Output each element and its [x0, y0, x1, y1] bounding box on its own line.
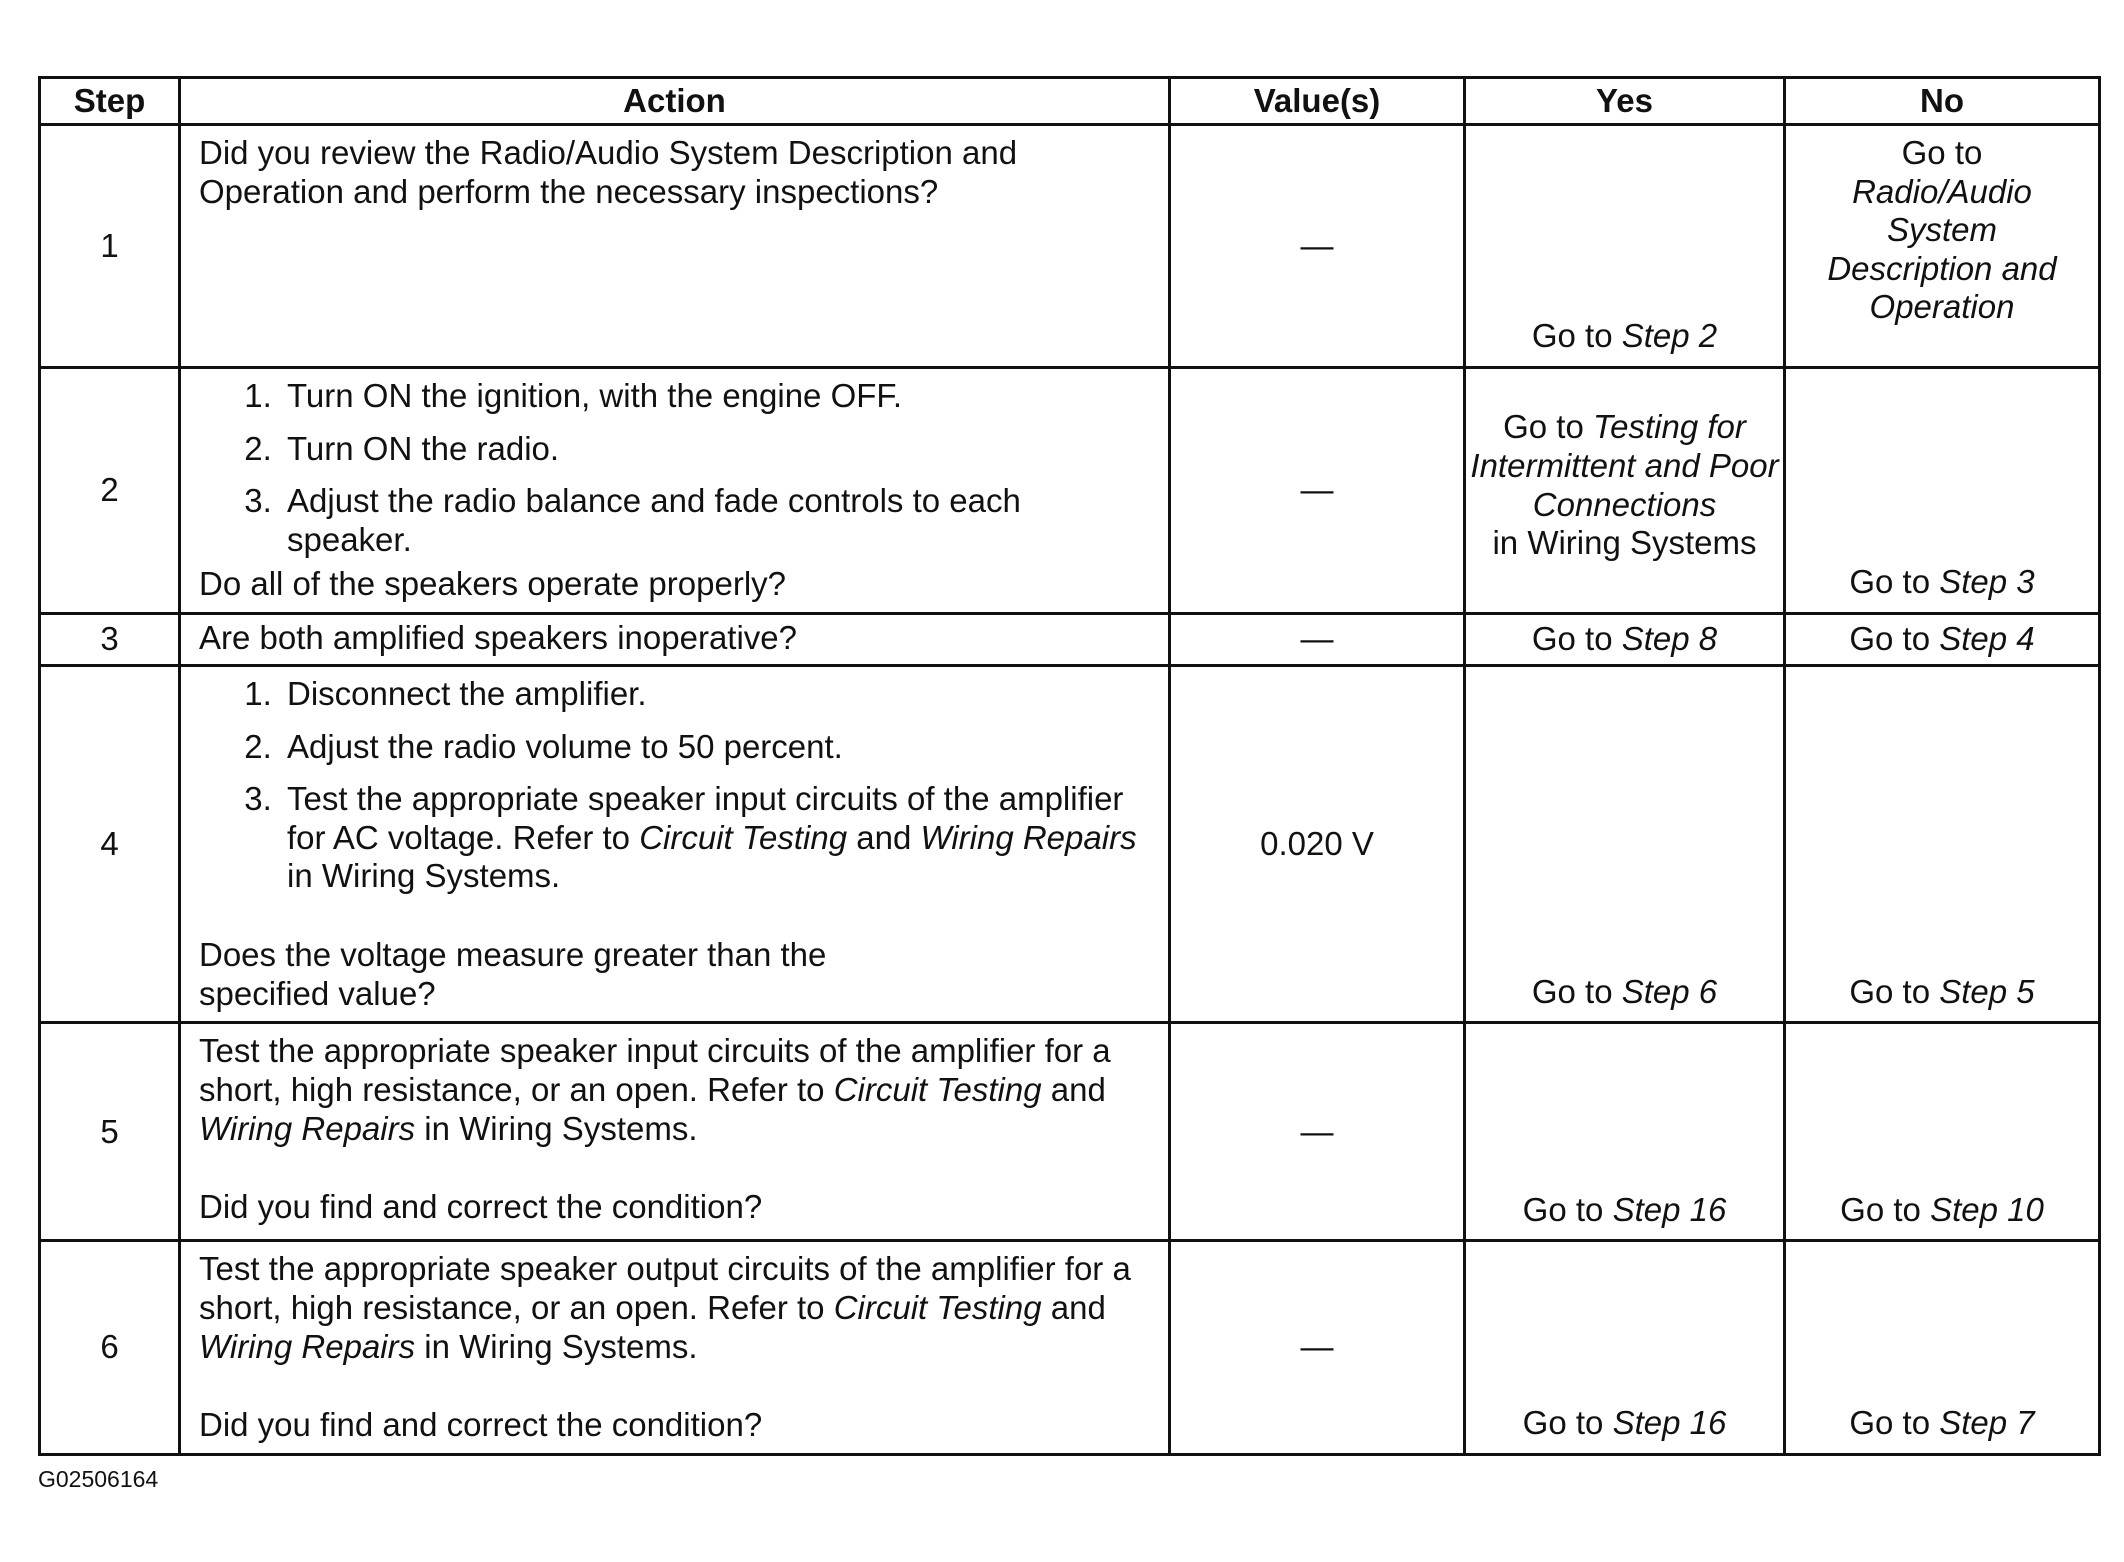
- list-item: 3. Adjust the radio balance and fade controls to each speaker.: [281, 482, 1154, 559]
- action-reference: Circuit Testing: [833, 1288, 1042, 1326]
- action-cell: [180, 1241, 1170, 1454]
- yes-prefix: Go to: [1531, 972, 1613, 1010]
- no-reference: Step 5: [1939, 972, 2035, 1010]
- yes-reference: Step 16: [1612, 1404, 1727, 1442]
- no-prefix: Go to: [1849, 563, 1931, 601]
- header-row: [40, 78, 2100, 125]
- list-item: 2. Turn ON the radio.: [281, 430, 1154, 469]
- item-text: Test the appropriate speaker input circuits of the amplifier for AC voltage. Refer to: [287, 780, 1124, 856]
- step-number: 3: [40, 614, 180, 666]
- yes-cell: [1465, 666, 1785, 1023]
- no-reference: Step 7: [1939, 1404, 2035, 1442]
- action-text: Are both amplified speakers inoperative?: [199, 619, 798, 657]
- yes-suffix: in Wiring Systems: [1492, 524, 1757, 562]
- figure-id: G02506164: [38, 1466, 159, 1492]
- action-list: [199, 675, 1154, 896]
- value-cell: —: [1170, 1023, 1465, 1241]
- action-text-part: Test the appropriate speaker output circuits of the amplifier for a short, high resistance, or an open. Refer to: [199, 1250, 1131, 1326]
- value-cell: —: [1170, 1241, 1465, 1454]
- yes-prefix: Go to: [1503, 408, 1584, 446]
- list-item: 1. Disconnect the amplifier.: [281, 675, 1154, 714]
- action-question: Did you find and correct the condition?: [199, 1188, 763, 1226]
- table-row: [40, 614, 2100, 666]
- action-text: Did you review the Radio/Audio System Description and Operation and perform the necessary inspections?: [199, 134, 1018, 210]
- action-list: [199, 377, 1154, 559]
- no-reference: Step 3: [1939, 563, 2035, 601]
- yes-cell: [1465, 1023, 1785, 1241]
- table-row: [40, 1241, 2100, 1454]
- action-reference: Wiring Repairs: [199, 1109, 416, 1147]
- header-step: Step: [40, 78, 180, 125]
- action-text-part: Test the appropriate speaker input circuits of the amplifier for a short, high resistance, or an open. Refer to: [199, 1032, 1111, 1108]
- header-values: Value(s): [1170, 78, 1465, 125]
- yes-cell: [1465, 125, 1785, 368]
- action-question: Does the voltage measure greater than the specified value?: [199, 936, 827, 1012]
- no-cell: [1785, 1023, 2100, 1241]
- step-number: 1: [40, 125, 180, 368]
- spacer: [199, 1366, 1154, 1406]
- list-item: 1. Turn ON the ignition, with the engine OFF.: [281, 377, 1154, 416]
- item-text: in Wiring Systems.: [287, 857, 561, 895]
- table-row: [40, 125, 2100, 368]
- action-cell: [180, 368, 1170, 614]
- action-text-part: and: [1050, 1288, 1106, 1326]
- yes-prefix: Go to: [1531, 317, 1613, 355]
- yes-reference: Step 2: [1621, 317, 1718, 355]
- yes-reference: Step 8: [1621, 620, 1718, 658]
- no-prefix: Go to: [1849, 972, 1931, 1010]
- action-text-part: and: [1050, 1070, 1106, 1108]
- action-text: [199, 1032, 1154, 1148]
- item-text: and: [856, 818, 912, 856]
- no-reference: Radio/Audio System Description and Operation: [1827, 172, 2057, 326]
- value-cell: —: [1170, 614, 1465, 666]
- no-cell: [1785, 666, 2100, 1023]
- item-reference: Circuit Testing: [639, 818, 848, 856]
- no-prefix: Go to: [1849, 1404, 1931, 1442]
- action-text-part: in Wiring Systems.: [424, 1327, 698, 1365]
- value-cell: —: [1170, 368, 1465, 614]
- value-cell: 0.020 V: [1170, 666, 1465, 1023]
- yes-cell: [1465, 368, 1785, 614]
- no-cell: [1785, 1241, 2100, 1454]
- yes-prefix: Go to: [1531, 620, 1613, 658]
- no-reference: Step 10: [1930, 1190, 2044, 1228]
- yes-cell: [1465, 1241, 1785, 1454]
- no-cell: [1785, 614, 2100, 666]
- yes-reference: Step 6: [1621, 972, 1718, 1010]
- item-reference: Wiring Repairs: [920, 818, 1137, 856]
- yes-reference: Step 16: [1612, 1190, 1727, 1228]
- list-item: 2. Adjust the radio volume to 50 percent.: [281, 728, 1154, 767]
- table-row: [40, 368, 2100, 614]
- action-cell: [180, 125, 1170, 368]
- header-action: Action: [180, 78, 1170, 125]
- list-item: [281, 780, 1154, 896]
- action-reference: Wiring Repairs: [199, 1327, 416, 1365]
- yes-cell: [1465, 614, 1785, 666]
- yes-prefix: Go to: [1522, 1190, 1604, 1228]
- action-question: Do all of the speakers operate properly?: [199, 565, 787, 603]
- spacer: [199, 896, 1154, 936]
- no-cell: [1785, 368, 2100, 614]
- action-cell: [180, 1023, 1170, 1241]
- table-row: [40, 1023, 2100, 1241]
- no-cell: [1785, 125, 2100, 368]
- step-number: 6: [40, 1241, 180, 1454]
- action-reference: Circuit Testing: [833, 1070, 1042, 1108]
- action-cell: [180, 614, 1170, 666]
- step-number: 2: [40, 368, 180, 614]
- header-no: No: [1785, 78, 2100, 125]
- header-yes: Yes: [1465, 78, 1785, 125]
- spacer: [199, 1148, 1154, 1188]
- yes-prefix: Go to: [1522, 1404, 1604, 1442]
- no-reference: Step 4: [1939, 620, 2035, 658]
- no-prefix: Go to: [1849, 620, 1931, 658]
- action-text-part: in Wiring Systems.: [424, 1109, 698, 1147]
- action-text: [199, 1250, 1154, 1366]
- no-prefix: Go to: [1840, 1190, 1921, 1228]
- no-prefix: Go to: [1901, 134, 1983, 171]
- value-cell: —: [1170, 125, 1465, 368]
- step-number: 4: [40, 666, 180, 1023]
- action-question: Did you find and correct the condition?: [199, 1406, 763, 1444]
- table-row: [40, 666, 2100, 1023]
- yes-reference: Testing for Intermittent and Poor Connections: [1470, 408, 1779, 523]
- action-cell: [180, 666, 1170, 1023]
- diagnostic-table: [38, 76, 2101, 1456]
- step-number: 5: [40, 1023, 180, 1241]
